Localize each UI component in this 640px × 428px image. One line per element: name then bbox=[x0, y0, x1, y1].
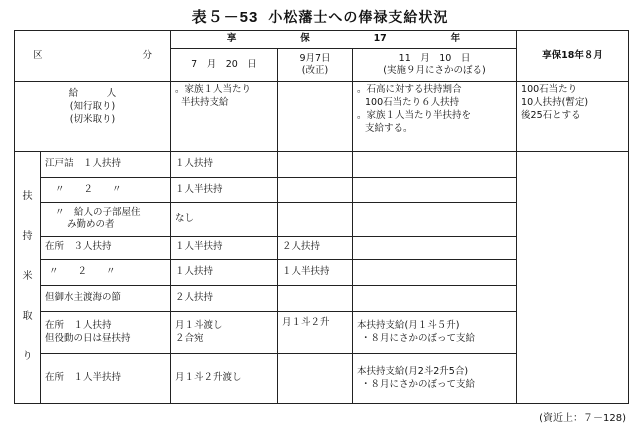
row-col2 bbox=[278, 151, 353, 177]
row-col2: 月１斗２升 bbox=[278, 311, 353, 353]
table-title-text: 小松藩士への俸禄支給状況 bbox=[268, 10, 449, 26]
row-col1-line1: 月１斗渡し bbox=[175, 319, 223, 331]
row-label-line2: 但役動の日は昼扶持 bbox=[45, 332, 131, 344]
header-col3 bbox=[353, 49, 517, 82]
kyuunin-col4-line2: 10人扶持(暫定) bbox=[521, 97, 589, 109]
header-col2-line1: 9月7日 bbox=[299, 52, 331, 64]
row-col3-line1: 本扶持支給(月2斗2升5合) bbox=[357, 365, 469, 377]
header-col2-line2: (改正) bbox=[301, 65, 329, 77]
row-col2 bbox=[278, 286, 353, 312]
side-label-char: 扶 bbox=[22, 191, 33, 203]
header-kubun bbox=[15, 31, 171, 82]
header-era bbox=[171, 31, 517, 49]
header-kubun-right: 分 bbox=[142, 49, 152, 61]
header-col2 bbox=[278, 49, 353, 82]
row-col3 bbox=[353, 203, 517, 236]
side-label-char: 持 bbox=[22, 231, 33, 243]
row-col2 bbox=[278, 203, 353, 236]
header-era-1: 享 bbox=[226, 33, 237, 45]
row-col2 bbox=[278, 354, 353, 404]
kyuunin-col3-line3: 。家族１人当たり半扶持を bbox=[357, 110, 472, 122]
row-col4-empty bbox=[517, 151, 629, 403]
kyuunin-col3-line1: 。石高に対する扶持割合 bbox=[357, 84, 462, 96]
row-col1: １人半扶持 bbox=[171, 236, 278, 260]
source-citation: (資近上：７－128) bbox=[539, 413, 626, 424]
kyuunin-col4 bbox=[517, 82, 629, 151]
side-label-char: 米 bbox=[22, 271, 33, 283]
row-label-line2: み勤めの者 bbox=[67, 219, 115, 231]
stipend-table bbox=[14, 30, 629, 404]
table-title bbox=[0, 6, 640, 27]
row-label: 但御水主渡海の節 bbox=[41, 286, 171, 312]
header-col3-line1: 11 月 10 日 bbox=[398, 52, 471, 64]
kyuunin-label-sub2: (切米取り) bbox=[69, 114, 116, 126]
kyuunin-col2 bbox=[278, 82, 353, 151]
row-col1: なし bbox=[171, 203, 278, 236]
kyuunin-col1-line2: 半扶持支給 bbox=[181, 97, 229, 109]
header-era-3: 17 bbox=[373, 33, 387, 45]
row-col1: １人半扶持 bbox=[171, 177, 278, 203]
kyuunin-col4-line1: 100石当たり bbox=[521, 84, 578, 96]
row-label: 在所 ３人扶持 bbox=[41, 236, 171, 260]
header-col1: 7 月 20 日 bbox=[171, 49, 278, 82]
kyuunin-col3-line2: 100石当たり６人扶持 bbox=[365, 97, 460, 109]
row-col1: ２人扶持 bbox=[171, 286, 278, 312]
row-label: 〃 ２ 〃 bbox=[41, 177, 171, 203]
row-label-line1: 〃 給人の子部屋住 bbox=[55, 206, 141, 218]
header-era-4: 年 bbox=[450, 33, 461, 45]
row-col3-line2: ・８月にさかのぼって支給 bbox=[361, 332, 476, 344]
row-label: 在所 １人半扶持 bbox=[41, 354, 171, 404]
row-col3 bbox=[353, 177, 517, 203]
side-label bbox=[15, 151, 41, 403]
row-col2 bbox=[278, 177, 353, 203]
row-col3 bbox=[353, 354, 517, 404]
side-label-char: 取 bbox=[22, 311, 33, 323]
table-number: 表５－53 bbox=[191, 9, 259, 26]
header-era-2: 保 bbox=[300, 33, 310, 45]
row-col3 bbox=[353, 311, 517, 353]
row-label bbox=[41, 203, 171, 236]
row-col3 bbox=[353, 236, 517, 260]
kyuunin-col3-line4: 支給する。 bbox=[365, 122, 413, 134]
kyuunin-col1 bbox=[171, 82, 278, 151]
header-col4: 享保18年８月 bbox=[517, 31, 629, 82]
header-kubun-left: 区 bbox=[33, 49, 43, 61]
row-col1: １人扶持 bbox=[171, 260, 278, 286]
row-col3-line2: ・８月にさかのぼって支給 bbox=[361, 378, 476, 390]
row-col2: ２人扶持 bbox=[278, 236, 353, 260]
kyuunin-label bbox=[15, 82, 171, 151]
row-label: 〃 ２ 〃 bbox=[41, 260, 171, 286]
row-col3 bbox=[353, 260, 517, 286]
row-col2: １人半扶持 bbox=[278, 260, 353, 286]
kyuunin-col4-line3: 後25石とする bbox=[521, 110, 581, 122]
kyuunin-label-sub1: (知行取り) bbox=[69, 101, 116, 113]
kyuunin-label-main: 給 人 bbox=[68, 88, 117, 100]
row-col3 bbox=[353, 286, 517, 312]
row-col1 bbox=[171, 311, 278, 353]
row-label bbox=[41, 311, 171, 353]
row-col3-line1: 本扶持支給(月１斗５升) bbox=[357, 319, 460, 331]
row-col3 bbox=[353, 151, 517, 177]
kyuunin-col3 bbox=[353, 82, 517, 151]
row-col1: １人扶持 bbox=[171, 151, 278, 177]
side-label-char: り bbox=[22, 351, 33, 363]
kyuunin-col1-line1: 。家族１人当たり bbox=[175, 84, 252, 96]
row-col1: 月１斗２升渡し bbox=[171, 354, 278, 404]
row-label: 江戸詰 １人扶持 bbox=[41, 151, 171, 177]
row-col1-line2: ２合宛 bbox=[175, 332, 204, 344]
row-label-line1: 在所 １人扶持 bbox=[45, 319, 112, 331]
header-col3-line2: (実施９月にさかのぼる) bbox=[383, 65, 486, 77]
